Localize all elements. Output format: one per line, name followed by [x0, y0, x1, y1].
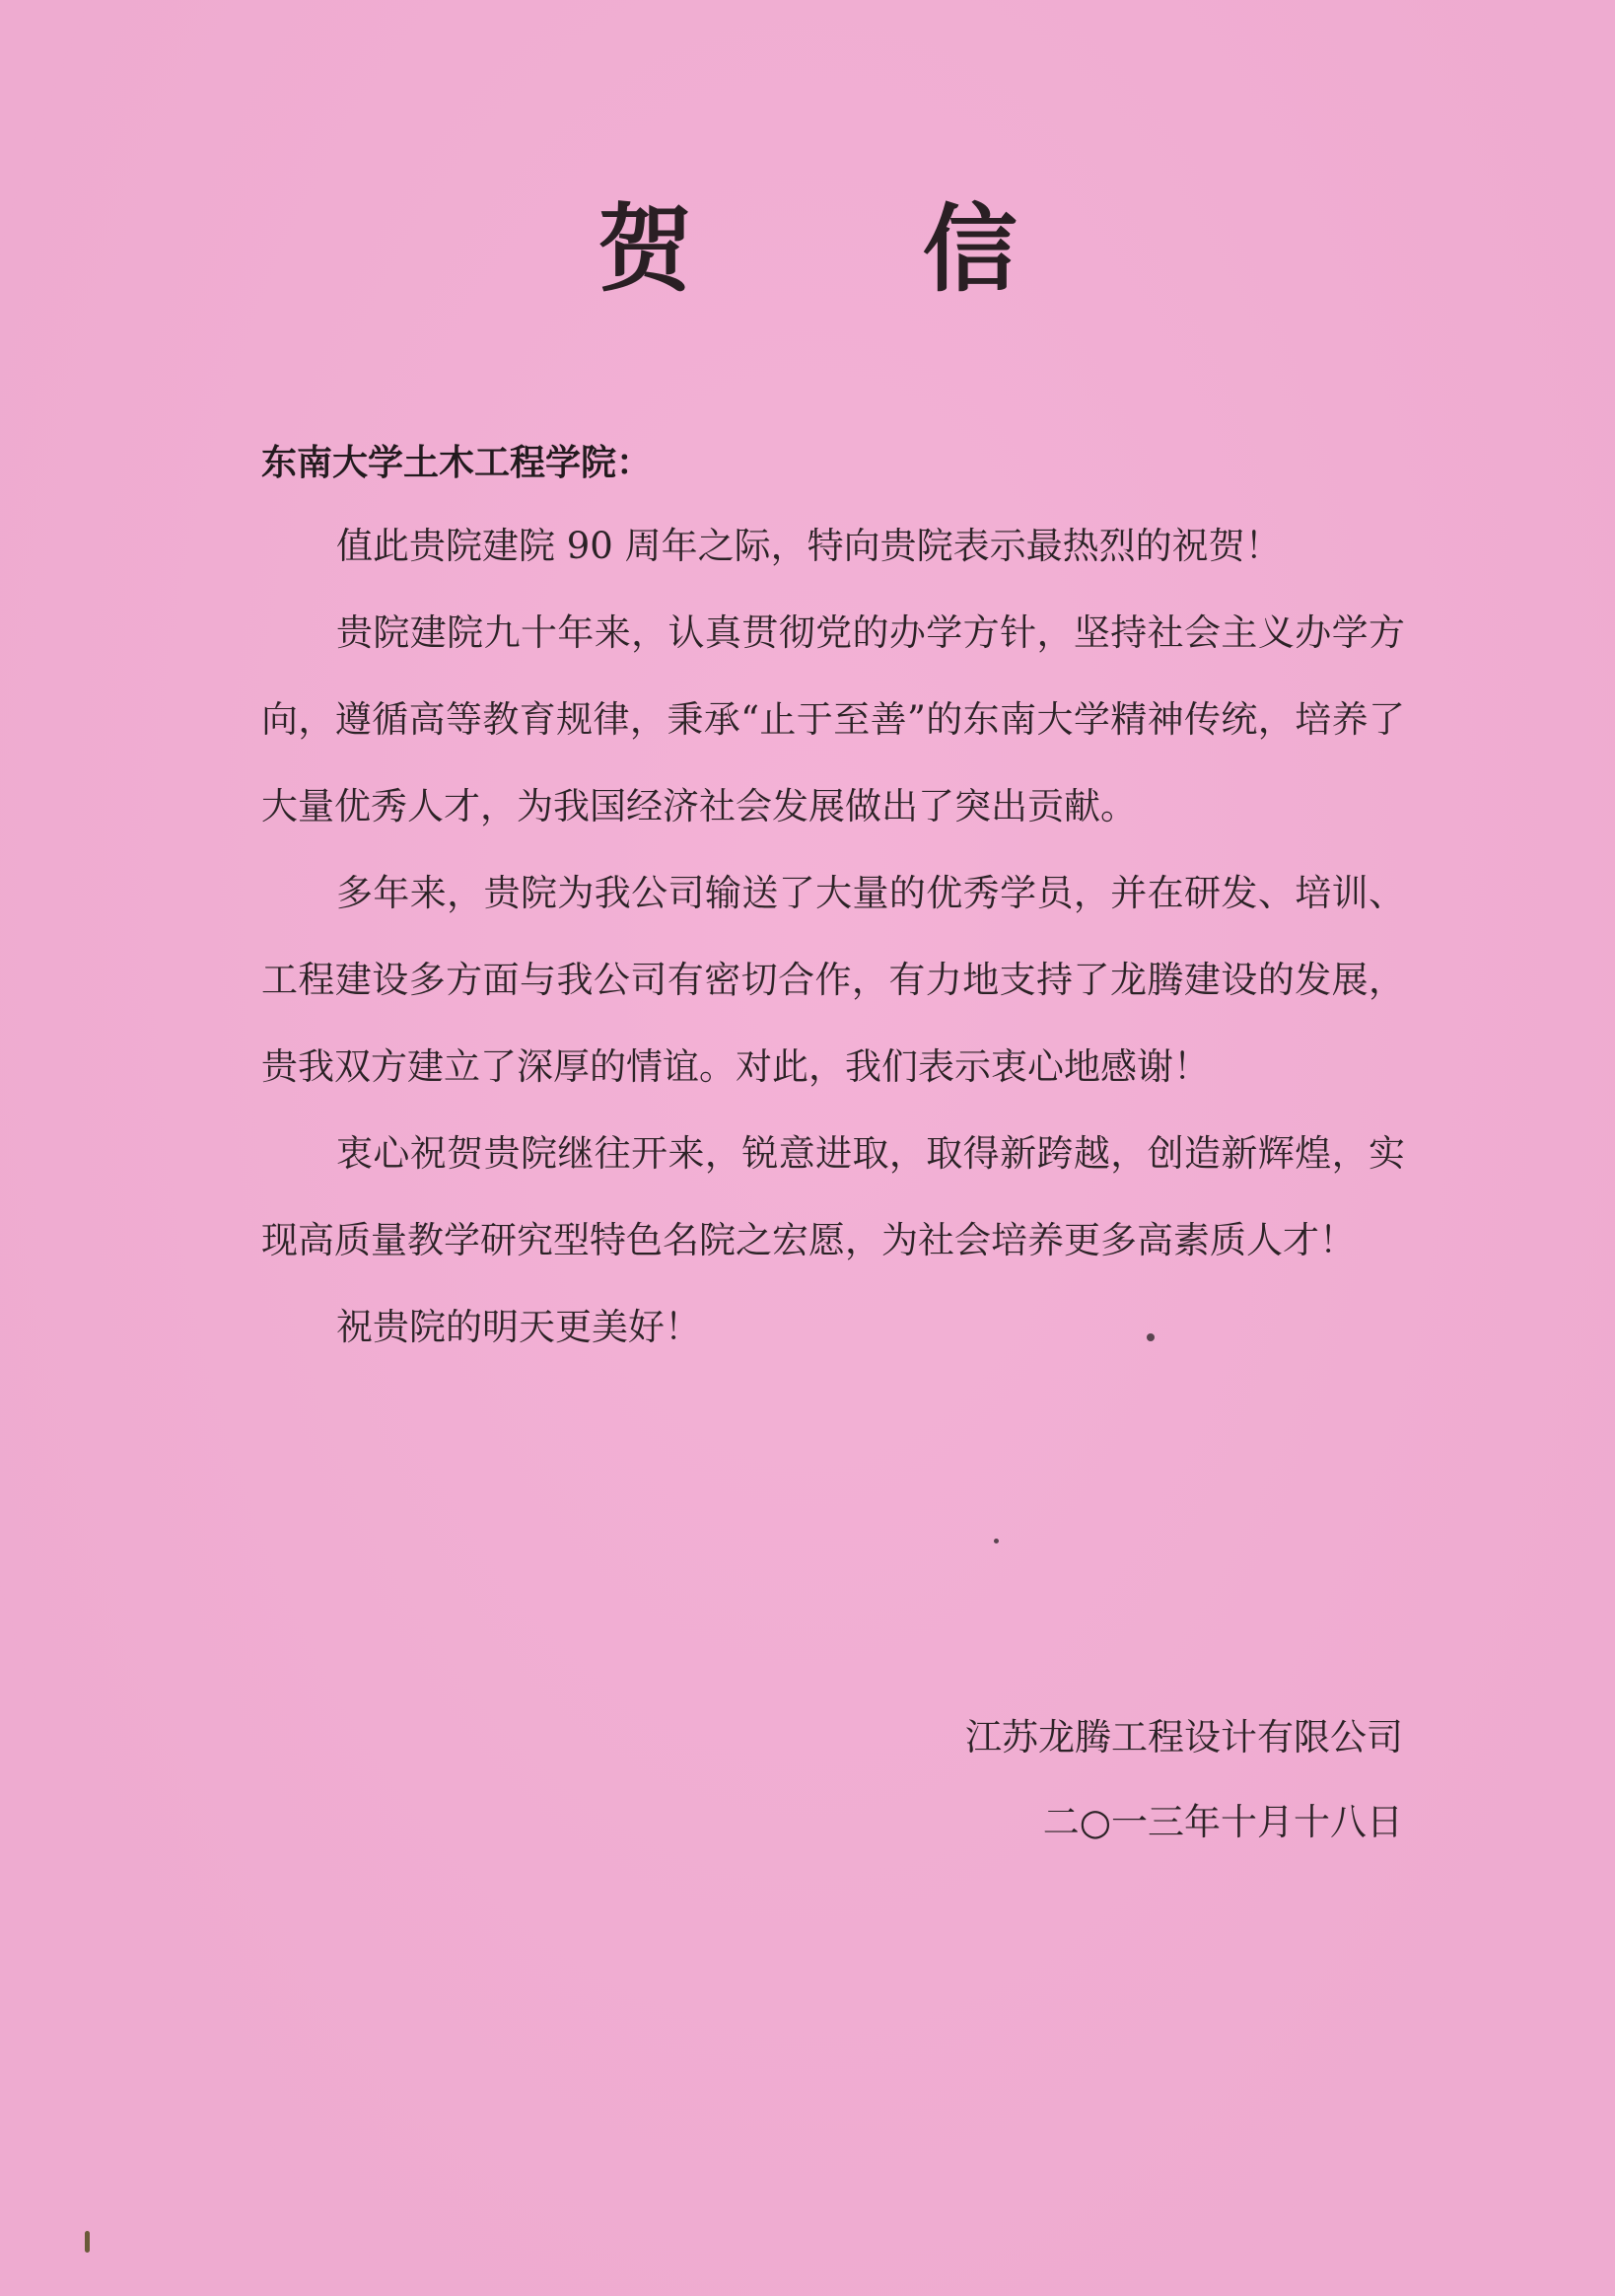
- paragraph-4: 衷心祝贺贵院继往开来，锐意进取，取得新跨越，创造新辉煌，实现高质量教学研究型特色名院之宏愿，为社会培养更多高素质人才！: [261, 1132, 1405, 1261]
- salutation: 东南大学土木工程学院：: [261, 443, 653, 483]
- signature-date: 二○一三年十月十八日: [1042, 1801, 1403, 1843]
- letter-body: [261, 503, 1405, 1371]
- paragraph-1: 值此贵院建院 90 周年之际，特向贵院表示最热烈的祝贺！: [336, 525, 1282, 567]
- paragraph-2: 贵院建院九十年来，认真贯彻党的办学方针，坚持社会主义办学方向，遵循高等教育规律，秉承“止于至善”的东南大学精神传统，培养了大量优秀人才，为我国经济社会发展做出了突出贡献。: [261, 611, 1405, 827]
- paragraph-5: 祝贵院的明天更美好！: [336, 1306, 701, 1348]
- paper-speck: [1147, 1333, 1155, 1341]
- letter-title: 贺 信: [597, 194, 1116, 305]
- paragraph-3: 多年来，贵院为我公司输送了大量的优秀学员，并在研发、培训、工程建设多方面与我公司有密切合作，有力地支持了龙腾建设的发展，贵我双方建立了深厚的情谊。对此，我们表示衷心地感谢！: [261, 872, 1405, 1088]
- paper-speck: [85, 2231, 90, 2253]
- paper-speck: [994, 1539, 999, 1543]
- signature-company: 江苏龙腾工程设计有限公司: [965, 1716, 1403, 1758]
